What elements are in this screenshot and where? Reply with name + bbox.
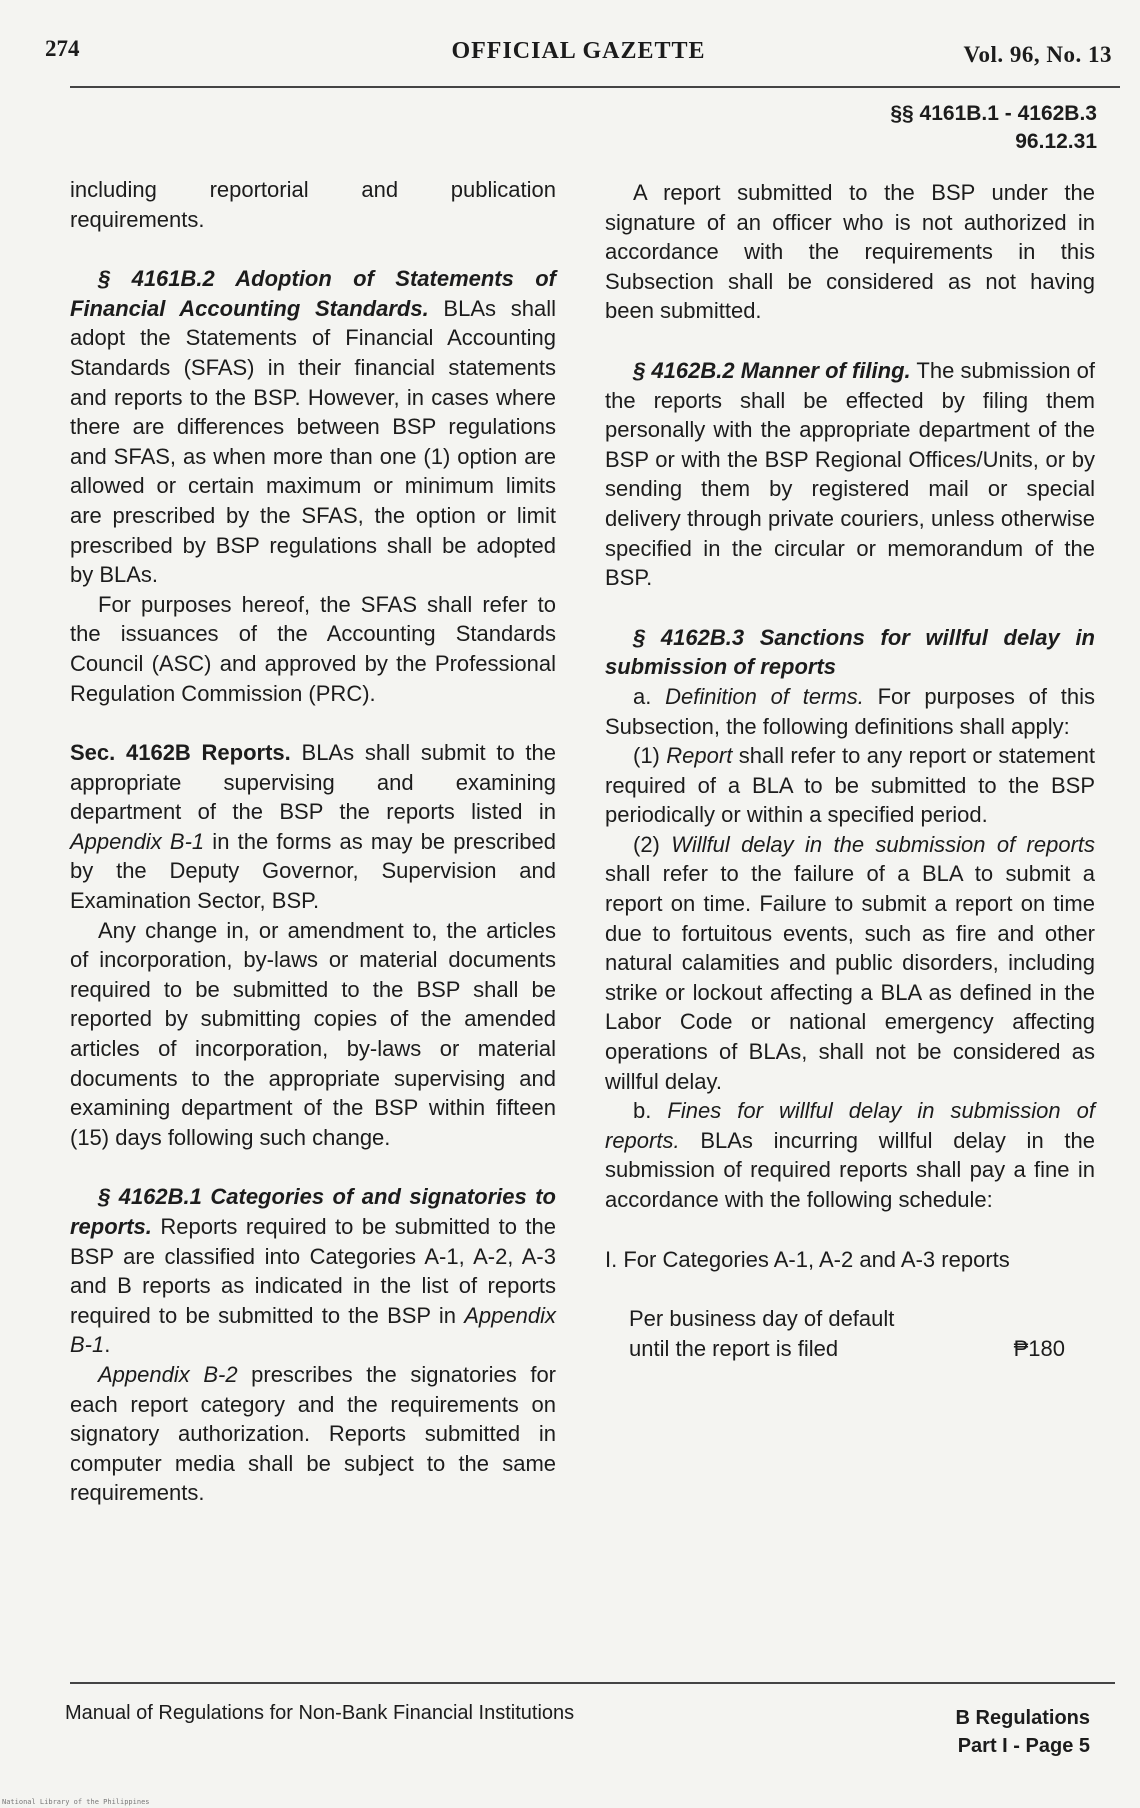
section-4162b: Sec. 4162B Reports. BLAs shall submit to the appropriate supervising and examining department of the BSP the reports listed in Appendix B-1 in the forms as may be prescribed by the Deputy Governor, Supervision and Examination Sector, BSP. xyxy=(70,740,557,914)
footer-rule xyxy=(70,1682,1115,1684)
section-4162b1: § 4162B.1 Categories of and signatories to reports. Reports required to be submitted to the BSP are classified into Categories A-1, A-2, A-3 and B reports as indicated in the list of reports required to be submitted to the BSP in Appendix B-1. xyxy=(70,1184,556,1358)
paragraph: including reportorial and publication requirements. xyxy=(70,177,556,232)
definition-1: (1) Report shall refer to any report or statement required of a BLA to be submitted to the BSP periodically or within a specified period. xyxy=(605,743,1095,828)
subsection-b: b. Fines for willful delay in submission of reports. BLAs incurring willful delay in the submission of required reports shall pay a fine in accordance with the following schedule: xyxy=(605,1098,1095,1212)
section-heading: § 4161B.2 Adoption of Statements of Financial Accounting Standards. xyxy=(70,266,556,321)
fine-amount: ₱180 xyxy=(1013,1336,1065,1362)
page-number: 274 xyxy=(45,36,80,61)
date-code: 96.12.31 xyxy=(1015,130,1097,153)
section-range: §§ 4161B.1 - 4162B.3 xyxy=(890,102,1097,125)
page-label: Part I - Page 5 xyxy=(957,1735,1090,1757)
section-heading: § 4162B.3 Sanctions for willful delay in submission of reports xyxy=(605,624,1095,680)
fine-line: until the report is filed ₱180 xyxy=(629,1334,1095,1364)
fine-schedule xyxy=(605,1304,1095,1364)
footer-page-ref xyxy=(956,1704,1090,1760)
paragraph: For purposes hereof, the SFAS shall refer to the issuances of the Accounting Standards Council (ASC) and approved by the Professional Regulation Commission (PRC). xyxy=(70,591,556,706)
section-reference xyxy=(890,100,1097,156)
section-heading: § 4162B.2 Manner of filing. xyxy=(633,357,911,383)
section-4162b3 xyxy=(605,623,1095,682)
manual-title: Manual of Regulations for Non-Bank Financial Institutions xyxy=(65,1702,575,1724)
definition-2: (2) Willful delay in the submission of reports shall refer to the failure of a BLA to submit a report on time. Failure to submit a report on time due to fortuitous events, such as fire and other natural calamities and public disorders, including strike or lockout affecting a BLA as defined in the Labor Code or national emergency affecting operations of BLAs, shall not be considered as willful delay. xyxy=(605,831,1096,1094)
scan-stamp: National Library of the Philippines xyxy=(2,1798,150,1806)
section-4162b2: § 4162B.2 Manner of filing. The submission of the reports shall be effected by filing them personally with the appropriate department of the BSP or with the BSP Regional Offices/Units, or by sending them by registered mail or special delivery through private couriers, unless otherwise specified in the circular or memorandum of the BSP. xyxy=(605,357,1095,591)
section-heading: Sec. 4162B Reports. xyxy=(70,740,291,766)
header-rule xyxy=(70,86,1120,88)
publication-title: OFFICIAL GAZETTE xyxy=(451,38,706,64)
subsection-a: a. Definition of terms. For purposes of this Subsection, the following definitions shall apply: xyxy=(605,683,1095,739)
volume-number: Vol. 96, No. 13 xyxy=(963,42,1112,67)
section-4161b2: § 4161B.2 Adoption of Statements of Financial Accounting Standards. BLAs shall adopt the Statements of Financial Accounting Standards (SFAS) in their financial statements and reports to the BSP. However, in cases where there are differences between BSP regulations and SFAS, as when more than one (1) option are allowed or certain maximum or minimum limits are prescribed by the SFAS, the option or limit prescribed by BSP regulations shall be adopted by BLAs. xyxy=(70,266,556,588)
paragraph: Appendix B-2 prescribes the signatories for each report category and the requirements on signatory authorization. Reports submitted in computer media shall be subject to the same requirements. xyxy=(70,1361,557,1506)
fine-line: Per business day of default xyxy=(629,1306,895,1332)
paragraph: A report submitted to the BSP under the signature of an officer who is not authorized in accordance with the requirements in this Subsection shall be considered as not having been submitted. xyxy=(605,180,1095,324)
page-header xyxy=(45,36,1112,76)
left-column xyxy=(70,175,556,1508)
paragraph: Any change in, or amendment to, the articles of incorporation, by-laws or material documents required to be submitted to the BSP shall be reported by submitting copies of the amended articles of incorporation, by-laws or material documents to the appropriate supervising and examining department of the BSP within fifteen (15) days following such change. xyxy=(70,917,556,1150)
part-label: B Regulations xyxy=(955,1707,1090,1729)
section-heading: § 4162B.1 Categories of and signatories to reports. xyxy=(70,1184,556,1239)
list-item: I. For Categories A-1, A-2 and A-3 reports xyxy=(605,1246,1010,1272)
right-column xyxy=(605,178,1095,1364)
